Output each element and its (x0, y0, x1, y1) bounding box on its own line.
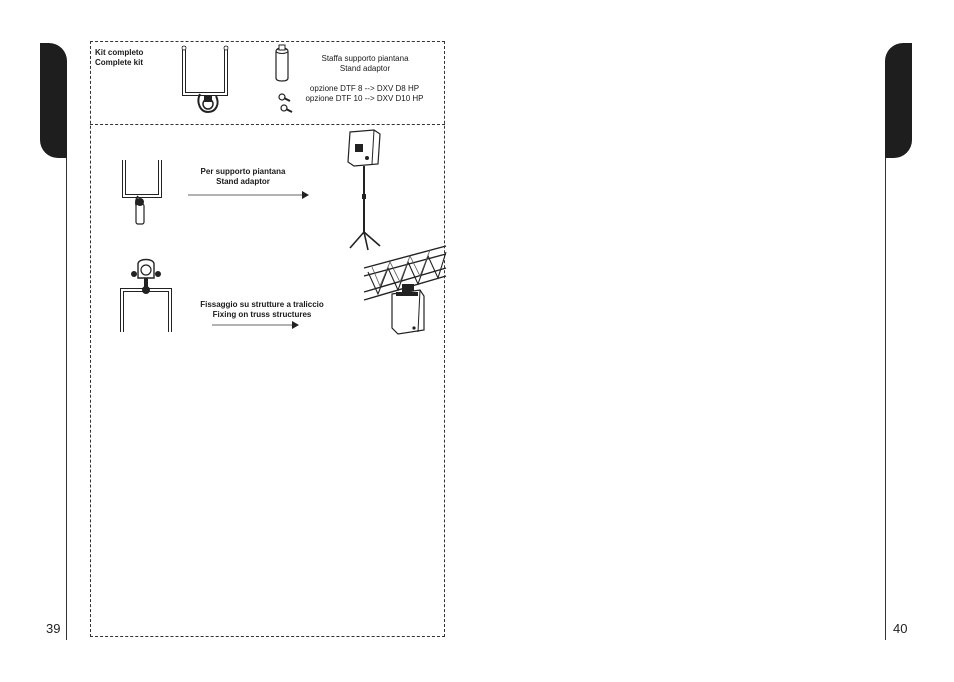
speaker-on-stand-illustration (340, 126, 390, 254)
stand-adaptor-en: Stand adaptor (339, 64, 391, 73)
options-caption (262, 84, 467, 104)
stand-arrow (188, 190, 310, 200)
right-margin-line (885, 158, 886, 640)
truss-caption-en: Fixing on truss structures (212, 310, 312, 319)
truss-caption (182, 300, 342, 320)
stand-caption-it: Per supporto piantana (200, 167, 286, 176)
stand-caption (188, 167, 298, 187)
truss-arrow (212, 320, 300, 330)
kit-label (95, 48, 143, 68)
stand-adaptor-caption (300, 54, 430, 74)
kit-frame (90, 41, 445, 637)
page-number-right: 40 (893, 621, 908, 636)
option-dtf8: opzione DTF 8 --> DXV D8 HP (309, 84, 420, 93)
truss-caption-it: Fissaggio su strutture a traliccio (200, 300, 324, 309)
kit-label-it: Kit completo (95, 48, 144, 57)
page-number-left: 39 (46, 621, 61, 636)
truss-bracket-illustration (118, 254, 178, 336)
stand-bracket-illustration (120, 158, 168, 228)
truss-speaker-illustration (362, 242, 446, 338)
right-page-tab (885, 43, 912, 158)
stand-adaptor-it: Staffa supporto piantana (321, 54, 409, 63)
stand-caption-en: Stand adaptor (216, 177, 270, 186)
option-dtf10: opzione DTF 10 --> DXV D10 HP (305, 94, 424, 103)
left-page-tab (40, 43, 67, 158)
kit-label-en: Complete kit (95, 58, 144, 67)
left-margin-line (66, 158, 67, 640)
kit-separator (90, 124, 445, 125)
stand-adaptor-tube-illustration (272, 44, 292, 84)
kit-bracket-illustration (178, 44, 238, 118)
